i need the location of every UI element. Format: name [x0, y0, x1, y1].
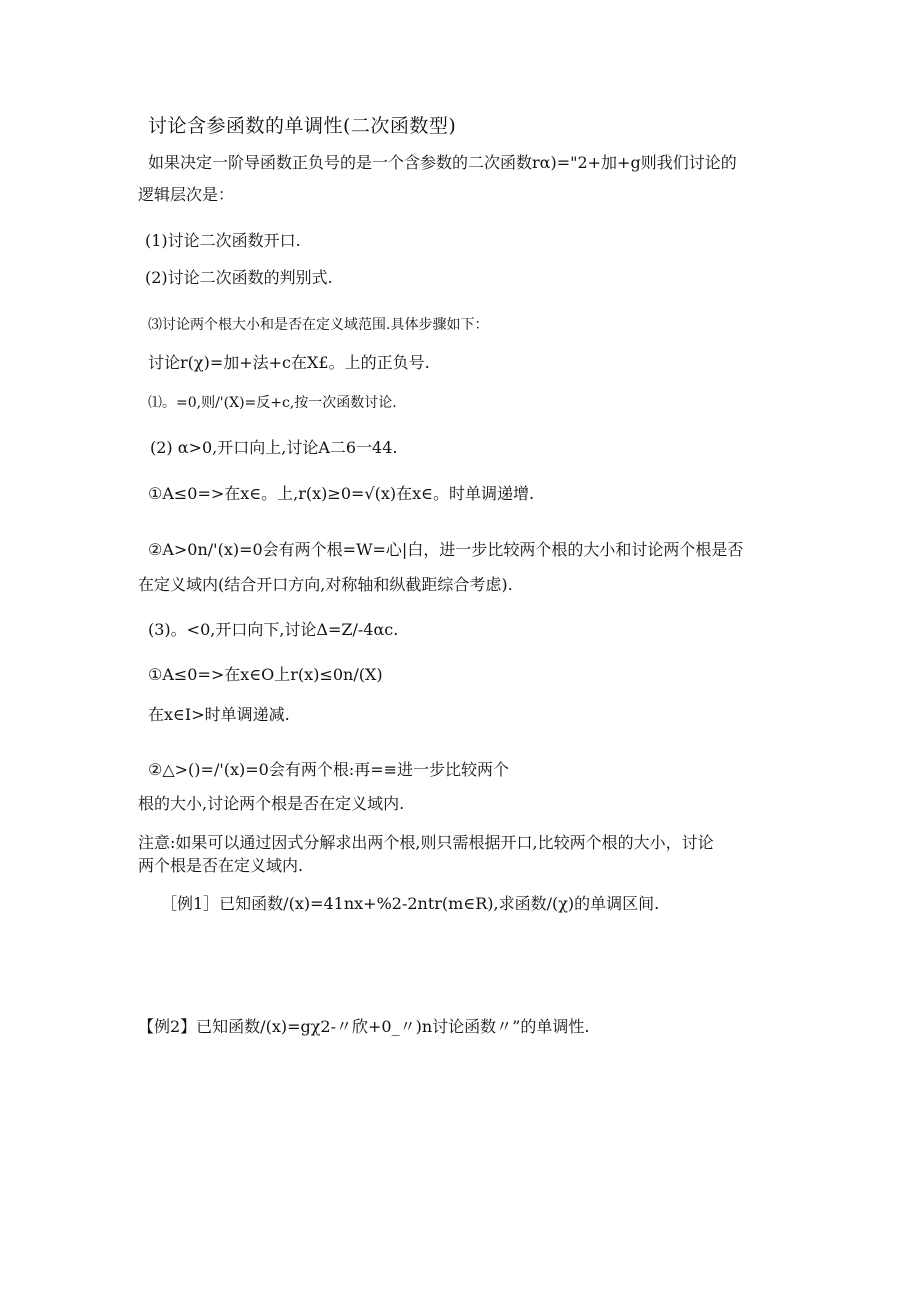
document-title: 讨论含参函数的单调性(二次函数型): [148, 115, 457, 137]
paragraph-line: 在x∈I>时单调递减.: [148, 705, 290, 724]
paragraph-line: 注意:如果可以通过因式分解求出两个根,则只需根据开口,比较两个根的大小，讨论: [138, 833, 714, 852]
list-item: (3)。<0,开口向下,讨论Δ=Z∕-4αc.: [148, 620, 399, 639]
paragraph-line: 两个根是否在定义域内.: [138, 856, 304, 875]
list-item: ②A>0n/'(x)=0会有两个根=W=心|白，进一步比较两个根的大小和讨论两个根是否: [148, 540, 744, 559]
list-item: ②△>()=/'(x)=0会有两个根:再=≡进一步比较两个: [148, 760, 510, 779]
example-1: ［例1］已知函数/(x)=41nx+%2-2ntr(m∈R),求函数/(χ)的单调区间.: [161, 894, 660, 913]
list-item: (1)讨论二次函数开口.: [145, 231, 301, 250]
paragraph-line: 讨论r(χ)=加+法+c在X£。上的正负号.: [148, 353, 430, 372]
paragraph-line: 在定义域内(结合开口方向,对称轴和纵截距综合考虑).: [138, 575, 513, 594]
paragraph-line: 如果决定一阶导函数正负号的是一个含参数的二次函数rα)="2+加+g则我们讨论的: [148, 153, 737, 172]
list-item: ①A≤0=>在x∈。上,r(x)≥0=√(x)在x∈。时单调递增.: [148, 484, 535, 503]
list-item: (2)讨论二次函数的判别式.: [145, 268, 333, 287]
paragraph-line: 逻辑层次是：: [138, 185, 235, 204]
example-2: 【例2】已知函数/(x)=gχ2-〃欣+0_〃)n讨论函数〃”的单调性.: [138, 1017, 590, 1036]
list-item: ⑶讨论两个根大小和是否在定义域范围.具体步骤如下：: [148, 317, 489, 333]
paragraph-line: 根的大小,讨论两个根是否在定义域内.: [138, 794, 405, 813]
list-item: ①A≤0=>在x∈O上r(x)≤0n∕(X): [148, 665, 383, 684]
list-item: ⑴。=0,则/'(X)=反+c,按一次函数讨论.: [148, 395, 397, 411]
list-item: (2) α>0,开口向上,讨论A二6一44.: [150, 438, 398, 457]
